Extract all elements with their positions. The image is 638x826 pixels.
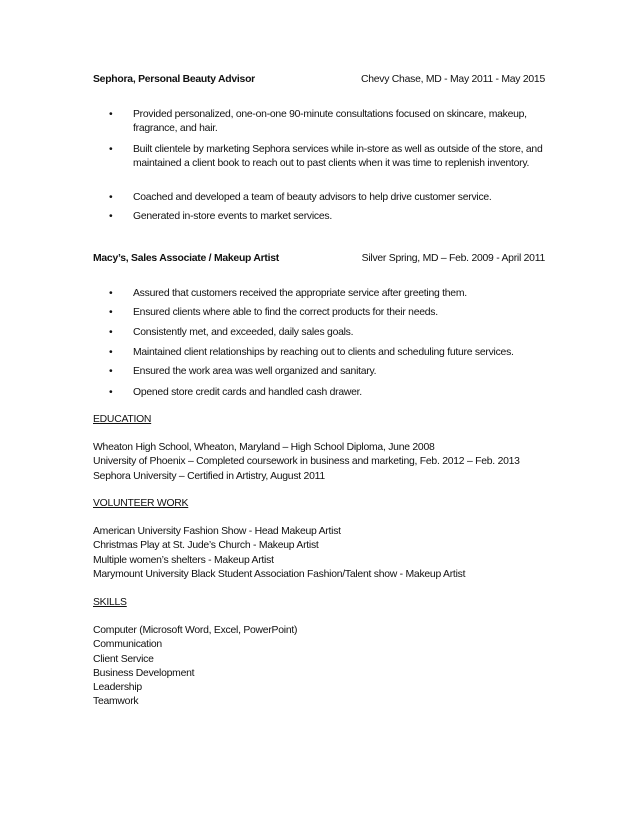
skill-line: Communication	[93, 639, 162, 651]
education-line: University of Phoenix – Completed coursework in business and marketing, Feb. 2012 – Feb. 2013	[93, 456, 520, 468]
bullet-text: Opened store credit cards and handled cash drawer.	[133, 387, 362, 398]
list-item	[0, 210, 551, 224]
bullet-icon: •	[109, 366, 113, 377]
skill-line: Teamwork	[93, 696, 139, 708]
skill-line: Leadership	[93, 682, 142, 694]
list-item	[0, 326, 551, 340]
job-location-dates: Silver Spring, MD – Feb. 2009 - April 2011	[361, 253, 545, 264]
bullet-icon: •	[109, 387, 113, 398]
volunteer-line: Multiple women’s shelters - Makeup Artist	[93, 554, 274, 566]
job-header-macys	[93, 252, 545, 266]
bullet-icon: •	[109, 347, 113, 358]
job-header-sephora	[93, 73, 545, 87]
bullet-icon: •	[109, 211, 113, 222]
list-item	[0, 143, 551, 171]
volunteer-heading: VOLUNTEER WORK	[93, 498, 189, 509]
volunteer-line: Marymount University Black Student Association Fashion/Talent show - Makeup Artist	[93, 568, 466, 580]
bullet-text: Assured that customers received the appropriate service after greeting them.	[133, 288, 467, 299]
bullet-text: Consistently met, and exceeded, daily sales goals.	[133, 327, 354, 338]
list-item	[0, 365, 551, 379]
bullet-text: Coached and developed a team of beauty advisors to help drive customer service.	[133, 192, 492, 203]
skill-line: Client Service	[93, 653, 154, 665]
job-location-dates: Chevy Chase, MD - May 2011 - May 2015	[360, 74, 545, 85]
skills-list	[93, 624, 563, 710]
bullet-icon: •	[109, 192, 113, 203]
list-item	[0, 287, 551, 301]
bullet-text: Built clientele by marketing Sephora services while in-store as well as outside of the store, and maintained a client book to reach out to past clients when it was time to replenish inventory.	[133, 144, 543, 169]
education-list	[93, 441, 563, 484]
education-heading: EDUCATION	[93, 414, 152, 425]
job-title: Macy’s, Sales Associate / Makeup Artist	[93, 253, 280, 264]
bullet-icon: •	[109, 327, 113, 338]
bullet-icon: •	[109, 307, 113, 318]
volunteer-line: Christmas Play at St. Jude’s Church - Makeup Artist	[93, 540, 319, 552]
skills-heading: SKILLS	[93, 597, 127, 608]
job-title: Sephora, Personal Beauty Advisor	[93, 74, 255, 85]
education-line: Wheaton High School, Wheaton, Maryland – High School Diploma, June 2008	[93, 442, 435, 453]
bullet-text: Ensured the work area was well organized and sanitary.	[133, 366, 377, 377]
skill-line: Computer (Microsoft Word, Excel, PowerPoint)	[93, 625, 298, 636]
list-item	[0, 108, 551, 136]
bullet-text: Maintained client relationships by reaching out to clients and scheduling future services.	[133, 347, 514, 358]
volunteer-line: American University Fashion Show - Head Makeup Artist	[93, 526, 341, 537]
bullet-icon: •	[109, 144, 113, 155]
list-item	[0, 191, 551, 205]
bullet-text: Generated in-store events to market services.	[133, 211, 332, 222]
bullet-text: Provided personalized, one-on-one 90-minute consultations focused on skincare, makeup, fragrance, and hair.	[133, 109, 527, 134]
bullet-icon: •	[109, 288, 113, 299]
list-item	[0, 386, 551, 400]
volunteer-list	[93, 525, 563, 582]
bullet-text: Ensured clients where able to find the correct products for their needs.	[133, 307, 438, 318]
list-item	[0, 346, 551, 360]
list-item	[0, 306, 551, 320]
bullet-icon: •	[109, 109, 113, 120]
education-line: Sephora University – Certified in Artistry, August 2011	[93, 470, 325, 482]
skill-line: Business Development	[93, 667, 195, 679]
